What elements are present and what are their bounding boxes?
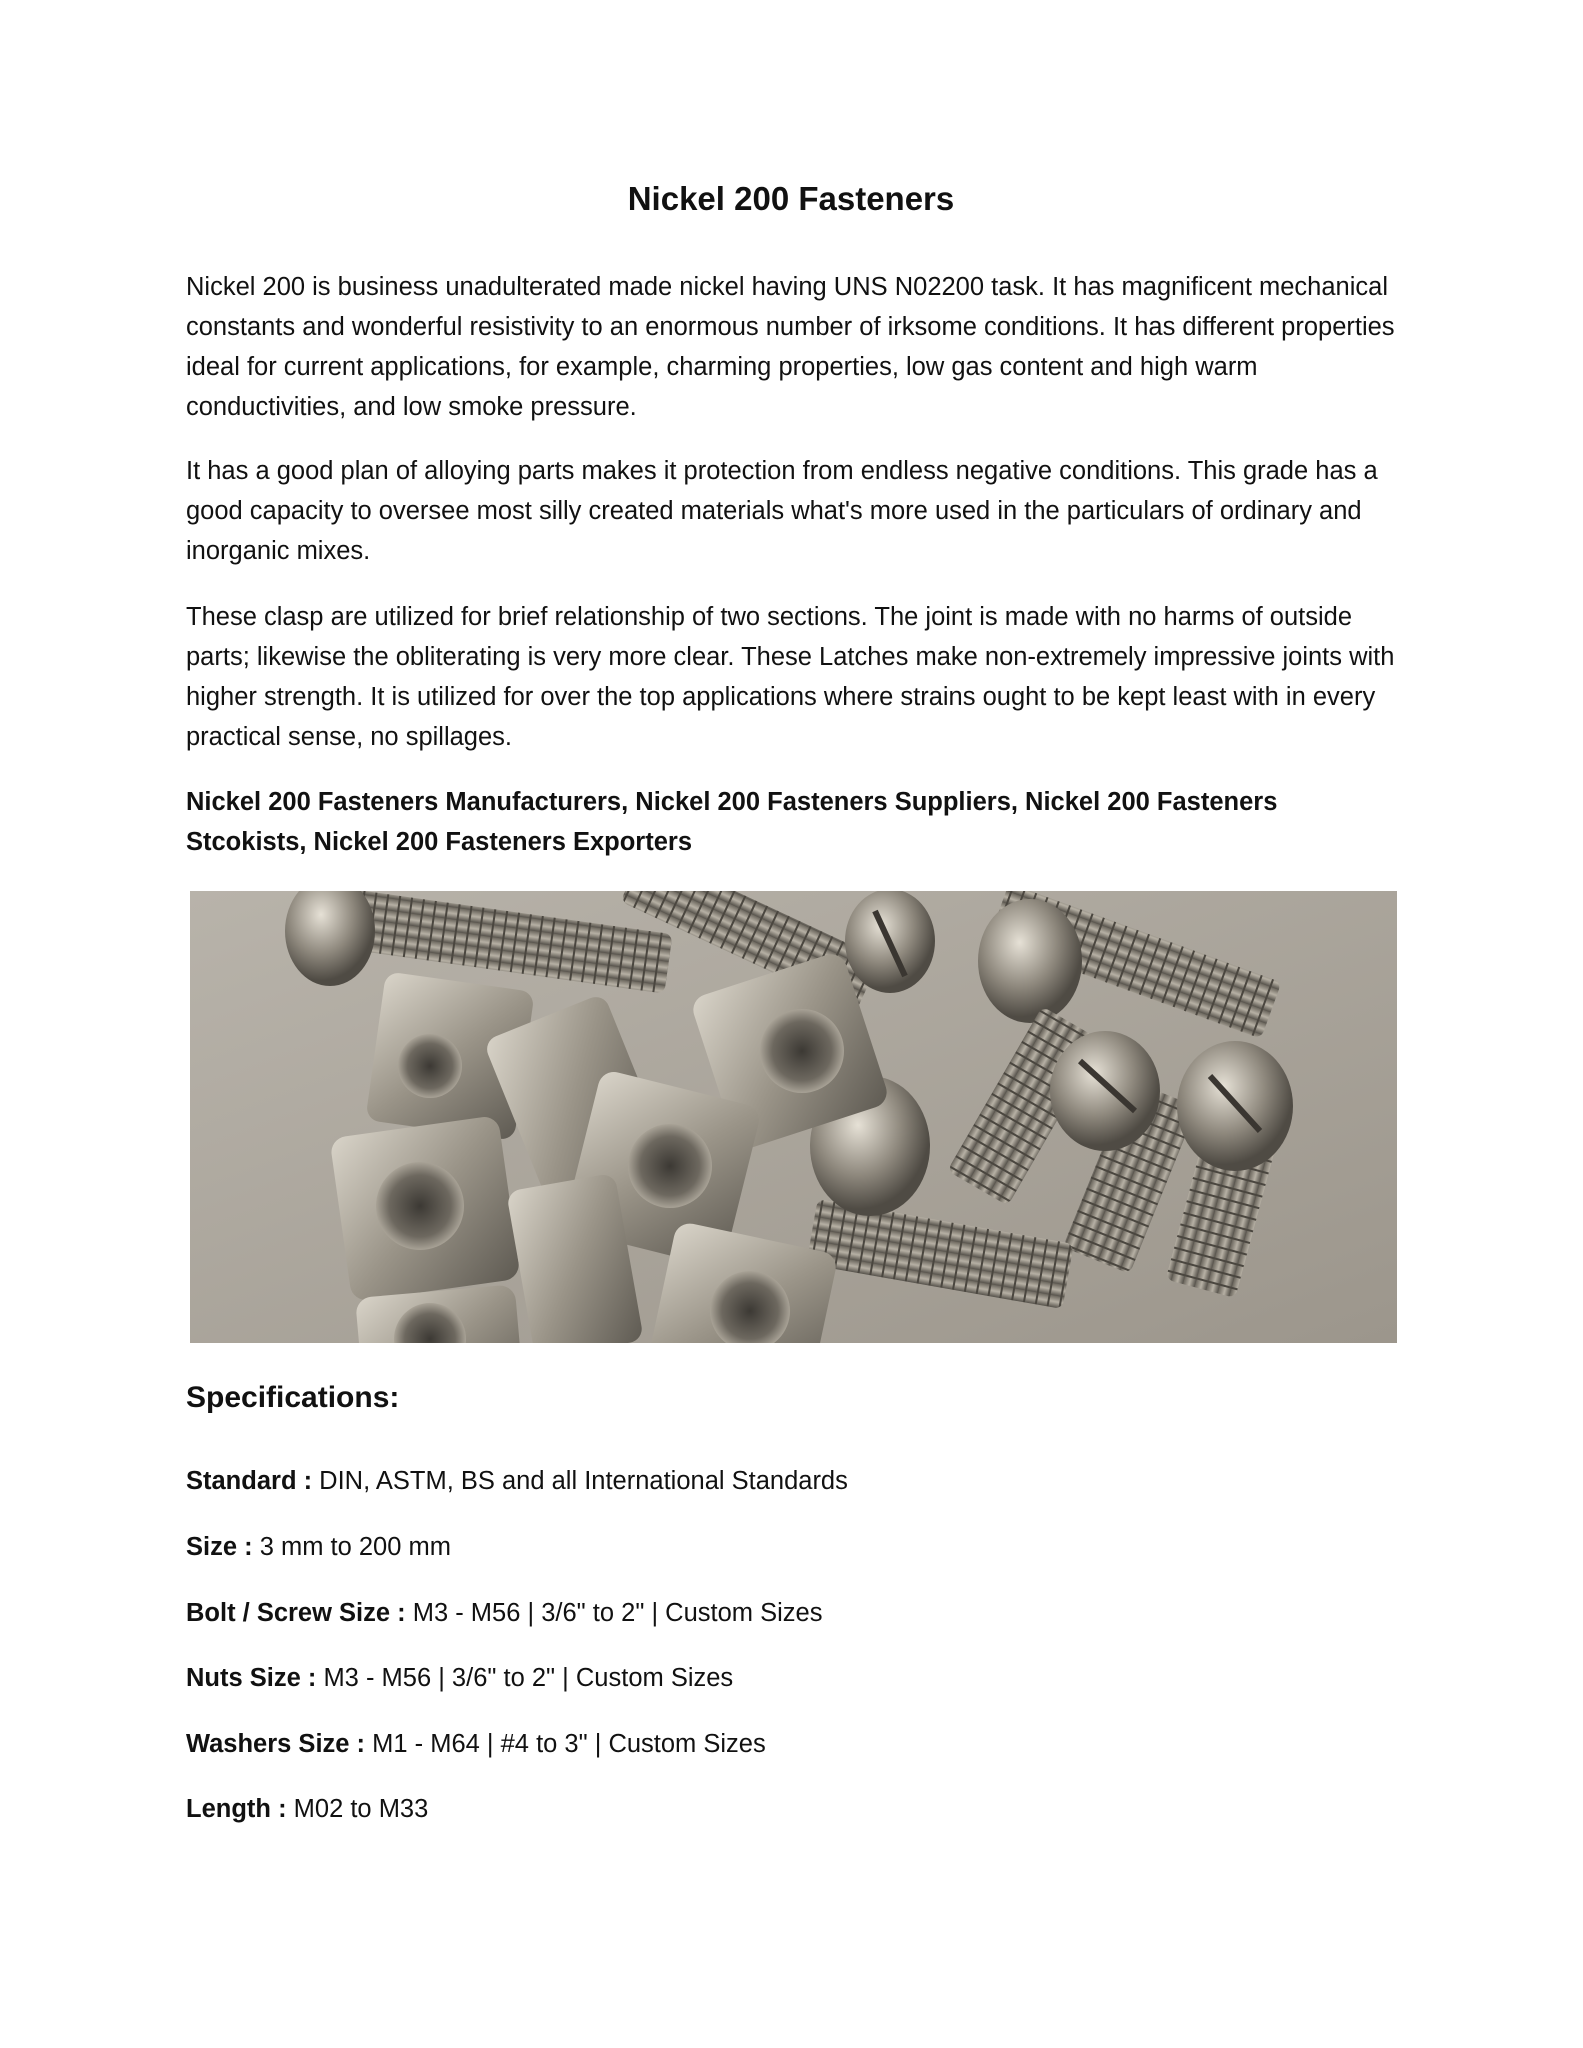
spec-length	[186, 1791, 428, 1827]
spec-label: Length :	[186, 1795, 287, 1823]
spec-label: Standard :	[186, 1467, 313, 1495]
spec-standard	[186, 1463, 848, 1499]
spec-value: DIN, ASTM, BS and all International Standards	[312, 1467, 848, 1495]
spec-label: Washers Size :	[186, 1730, 366, 1758]
fasteners-illustration	[190, 891, 1397, 1343]
square-nut	[329, 1115, 520, 1302]
spec-label: Nuts Size :	[186, 1664, 317, 1692]
spec-value: M3 - M56 | 3/6" to 2" | Custom Sizes	[316, 1664, 734, 1692]
spec-value: 3 mm to 200 mm	[252, 1533, 451, 1561]
spec-label: Bolt / Screw Size :	[186, 1599, 406, 1627]
spec-bolt-screw-size	[186, 1595, 822, 1631]
spec-nuts-size	[186, 1660, 733, 1696]
intro-paragraph: Nickel 200 is business unadulterated made nickel having UNS N02200 task. It has magnificent mechanical constants and wonderful resistivity to an enormous number of irksome conditions. It has different properties ideal for current applications, for example, charming properties, low gas content and high warm conductivities, and low smoke pressure.	[186, 273, 1395, 421]
spec-value: M3 - M56 | 3/6" to 2" | Custom Sizes	[405, 1599, 823, 1627]
spec-washers-size	[186, 1726, 766, 1762]
keywords-paragraph: Nickel 200 Fasteners Manufacturers, Nickel 200 Fasteners Suppliers, Nickel 200 Fasteners Stcokists, Nickel 200 Fasteners Exporters	[186, 788, 1278, 856]
specifications-heading: Specifications:	[186, 1381, 400, 1414]
usage-paragraph: These clasp are utilized for brief relationship of two sections. The joint is made with no harms of outside parts; likewise the obliterating is very more clear. These Latches make non-extremely impressive joints with higher strength. It is utilized for over the top applications where strains ought to be kept least with in every practical sense, no spillages.	[186, 603, 1395, 751]
page-title: Nickel 200 Fasteners	[627, 180, 955, 217]
alloy-paragraph: It has a good plan of alloying parts makes it protection from endless negative conditions. This grade has a good capacity to oversee most silly created materials what's more used in the particulars of ordinary and inorganic mixes.	[186, 457, 1378, 565]
spec-value: M02 to M33	[286, 1795, 429, 1823]
spec-label: Size :	[186, 1533, 253, 1561]
spec-value: M1 - M64 | #4 to 3" | Custom Sizes	[365, 1730, 766, 1758]
spec-size	[186, 1529, 451, 1565]
fasteners-photo	[190, 891, 1397, 1343]
